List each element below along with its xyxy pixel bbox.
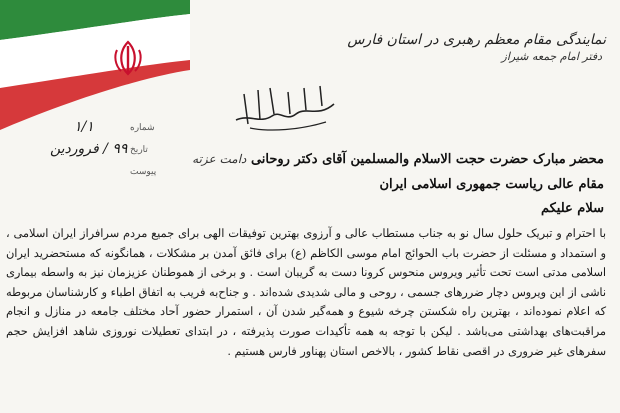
salutation-honorific: دامت عزته (192, 152, 247, 166)
letter-metadata (12, 115, 157, 185)
date-label: تاریخ (130, 145, 148, 155)
salutation-greeting: سلام علیکم (540, 201, 604, 216)
letterhead-title: نمایندگی مقام معظم رهبری در استان فارس (347, 32, 606, 48)
iran-emblem-icon (108, 38, 148, 78)
attachment-label: پیوست (130, 167, 157, 177)
body-paragraph: با احترام و تبریک حلول سال نو به جناب مستطاب عالی و آرزوی بهترین توفیقات الهی برای جمیع مردم سرافراز ایران اسلامی ، و استمداد و مسئلت از حضرت باب الحوائج امام موسی الکاظم (ع) برای فائق آمدن بر مشکلات ، همانگونه که مستحضرید ایران اسلامی مدتی است تحت تأثیر ویروس منحوس کرونا دست به گریبان است . و برخی از هموطنان عزیزمان نیز به واسطه بیماری ناشی از این ویروس دچار ضررهای جسمی ، روحی و مالی شدیدی شده‌اند . و جناح‌به فریب به اتفاق اطباء و کارشناسان مربوطه که اعلام نموده‌اند ، بهترین راه شکستن چرخه شیوع و همه‌گیر شدن آن ، استمرار حضور آحاد مختلف جامعه در منازل و انجام مراقبت‌های بهداشتی می‌باشد . لیکن با توجه به همه تأکیدات صورت پذیرفته ، در ابتدای تعطیلات نوروزی شاهد افزایش حجم سفرهای غیر ضروری در اقصی نقاط کشور ، بالاخص استان پهناور فارس هستیم . (6, 227, 606, 358)
letter-body (6, 224, 606, 361)
letter-date: ۹۹ / فروردین (50, 141, 128, 157)
number-label: شماره (130, 123, 155, 133)
letterhead-office: دفتر امام جمعه شیراز (501, 50, 602, 63)
salutation-title: مقام عالی ریاست جمهوری اسلامی ایران (379, 177, 604, 192)
basmala-calligraphy (230, 80, 340, 135)
salutation-line1: محضر مبارک حضرت حجت الاسلام والمسلمین آقای دکتر روحانی (250, 152, 604, 167)
salutation-recipient (192, 152, 604, 167)
letter-number: ۱/۱ (74, 119, 94, 135)
